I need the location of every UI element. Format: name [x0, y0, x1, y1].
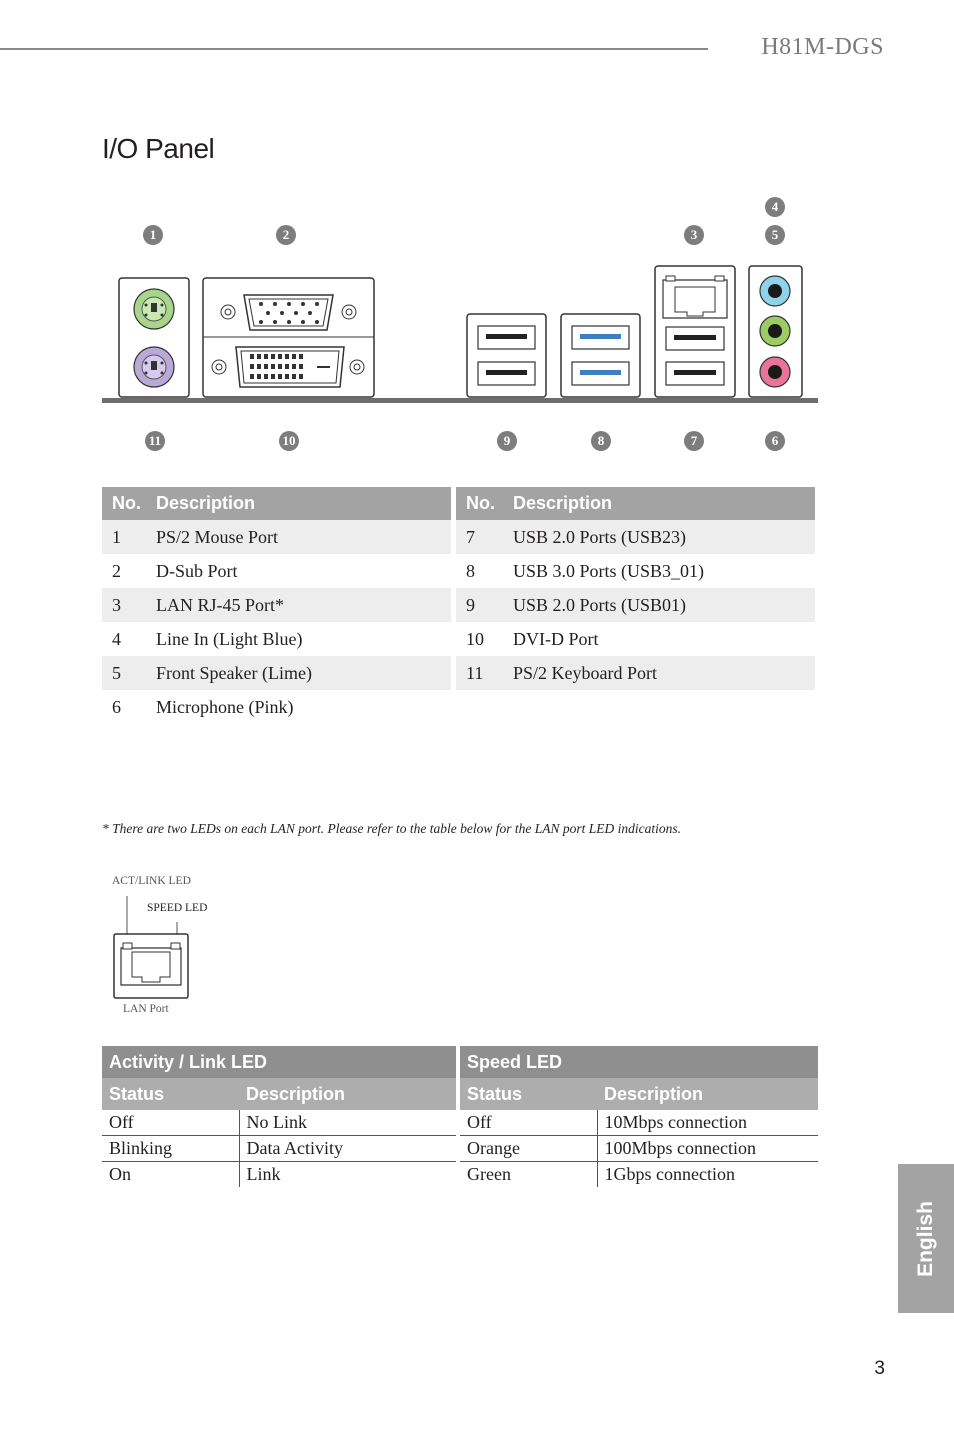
table-row: [456, 520, 815, 554]
table-row: [460, 1136, 818, 1162]
cell-desc: PS/2 Mouse Port: [156, 520, 451, 554]
cell-desc: Link: [246, 1164, 281, 1184]
act-link-led: [123, 943, 132, 949]
cell-desc: Line In (Light Blue): [156, 628, 303, 649]
table-row: [456, 656, 815, 690]
callout-2: 2: [276, 225, 296, 245]
cell-desc: PS/2 Keyboard Port: [513, 656, 815, 690]
table-row: [102, 622, 451, 656]
cell-no: 8: [466, 560, 475, 581]
callout-6: 6: [765, 431, 785, 451]
cell-status: Off: [460, 1110, 597, 1136]
activity-table-title: Activity / Link LED: [102, 1046, 456, 1078]
cell-status: Blinking: [102, 1136, 239, 1162]
table-row: [102, 554, 451, 588]
table-row: [102, 1110, 456, 1136]
cell-desc: Data Activity: [239, 1136, 456, 1162]
callout-1: 1: [143, 225, 163, 245]
cell-status: Green: [460, 1162, 597, 1188]
lan-usb-ports: [655, 266, 735, 397]
table-row: [460, 1110, 818, 1136]
table-row: [102, 690, 451, 724]
usb3-ports: [561, 314, 640, 397]
video-ports: [203, 278, 374, 397]
cell-desc: LAN RJ-45 Port*: [156, 588, 451, 622]
page-title: I/O Panel: [102, 133, 215, 164]
cell-status: Off: [102, 1110, 239, 1136]
col-header-description: Description: [156, 487, 451, 520]
cell-status: On: [102, 1162, 239, 1188]
table-row: [456, 588, 815, 622]
lan-footnote: * There are two LEDs on each LAN port. Please refer to the table below for the LAN port LED indications.: [102, 821, 681, 836]
callout-10: 10: [279, 431, 299, 451]
lan-port-diagram: [105, 890, 208, 1005]
cell-no: 7: [456, 520, 513, 554]
speed-led-table: [460, 1046, 818, 1187]
callout-5: 5: [765, 225, 785, 245]
col-header-status: Status: [460, 1078, 597, 1110]
cell-status: Orange: [460, 1136, 597, 1162]
cell-desc: USB 2.0 Ports (USB01): [513, 588, 815, 622]
callout-8: 8: [591, 431, 611, 451]
table-row: [456, 622, 815, 656]
io-panel-baseline: [102, 398, 818, 403]
callout-7: 7: [684, 431, 704, 451]
cell-desc: USB 2.0 Ports (USB23): [513, 520, 815, 554]
page-number: 3: [874, 1358, 885, 1379]
io-panel-illustration: [0, 0, 954, 420]
callout-4: 4: [765, 197, 785, 217]
table-row: [102, 1162, 456, 1188]
cell-no: 4: [112, 628, 121, 649]
cell-no: 3: [102, 588, 156, 622]
table-row: [460, 1162, 818, 1188]
col-header-no: No.: [102, 487, 156, 520]
lan-port-label: LAN Port: [123, 1003, 169, 1015]
cell-desc: No Link: [239, 1110, 456, 1136]
col-header-status: Status: [102, 1078, 239, 1110]
cell-desc: 1Gbps connection: [604, 1164, 735, 1184]
col-header-no: No.: [456, 487, 513, 520]
language-tab-label: English: [914, 1200, 937, 1277]
cell-desc: D-Sub Port: [156, 560, 238, 581]
cell-no: 1: [102, 520, 156, 554]
cell-desc: 100Mbps connection: [597, 1136, 818, 1162]
callout-9: 9: [497, 431, 517, 451]
usb2-ports-usb01: [467, 314, 546, 397]
activity-link-table: [102, 1046, 456, 1187]
table-row: [456, 554, 815, 588]
cell-no: 11: [456, 656, 513, 690]
act-link-led-label: ACT/LINK LED: [112, 875, 191, 887]
model-name: H81M-DGS: [761, 34, 884, 60]
port-table-right: [456, 487, 815, 690]
callout-3: 3: [684, 225, 704, 245]
cell-desc: 10Mbps connection: [597, 1110, 818, 1136]
cell-no: 9: [456, 588, 513, 622]
cell-desc: Front Speaker (Lime): [156, 656, 451, 690]
callout-11: 11: [145, 431, 165, 451]
speed-table-title: Speed LED: [460, 1046, 818, 1078]
cell-desc: USB 3.0 Ports (USB3_01): [513, 560, 705, 581]
audio-jacks: [749, 266, 802, 397]
col-header-description: Description: [513, 487, 815, 520]
table-row: [102, 656, 451, 690]
col-header-description: Description: [239, 1078, 456, 1110]
table-row: [102, 1136, 456, 1162]
col-header-description: Description: [597, 1078, 818, 1110]
cell-no: 10: [466, 628, 484, 649]
cell-desc: Microphone (Pink): [156, 696, 294, 717]
cell-no: 6: [112, 696, 121, 717]
cell-no: 5: [102, 656, 156, 690]
speed-led-label: SPEED LED: [147, 902, 208, 914]
ps2-ports: [119, 278, 189, 397]
table-row: [102, 520, 451, 554]
cell-desc: DVI-D Port: [513, 628, 599, 649]
port-table-left: [102, 487, 451, 724]
language-tab: [898, 1164, 954, 1313]
table-row: [102, 588, 451, 622]
speed-led: [171, 943, 180, 949]
cell-no: 2: [112, 560, 121, 581]
